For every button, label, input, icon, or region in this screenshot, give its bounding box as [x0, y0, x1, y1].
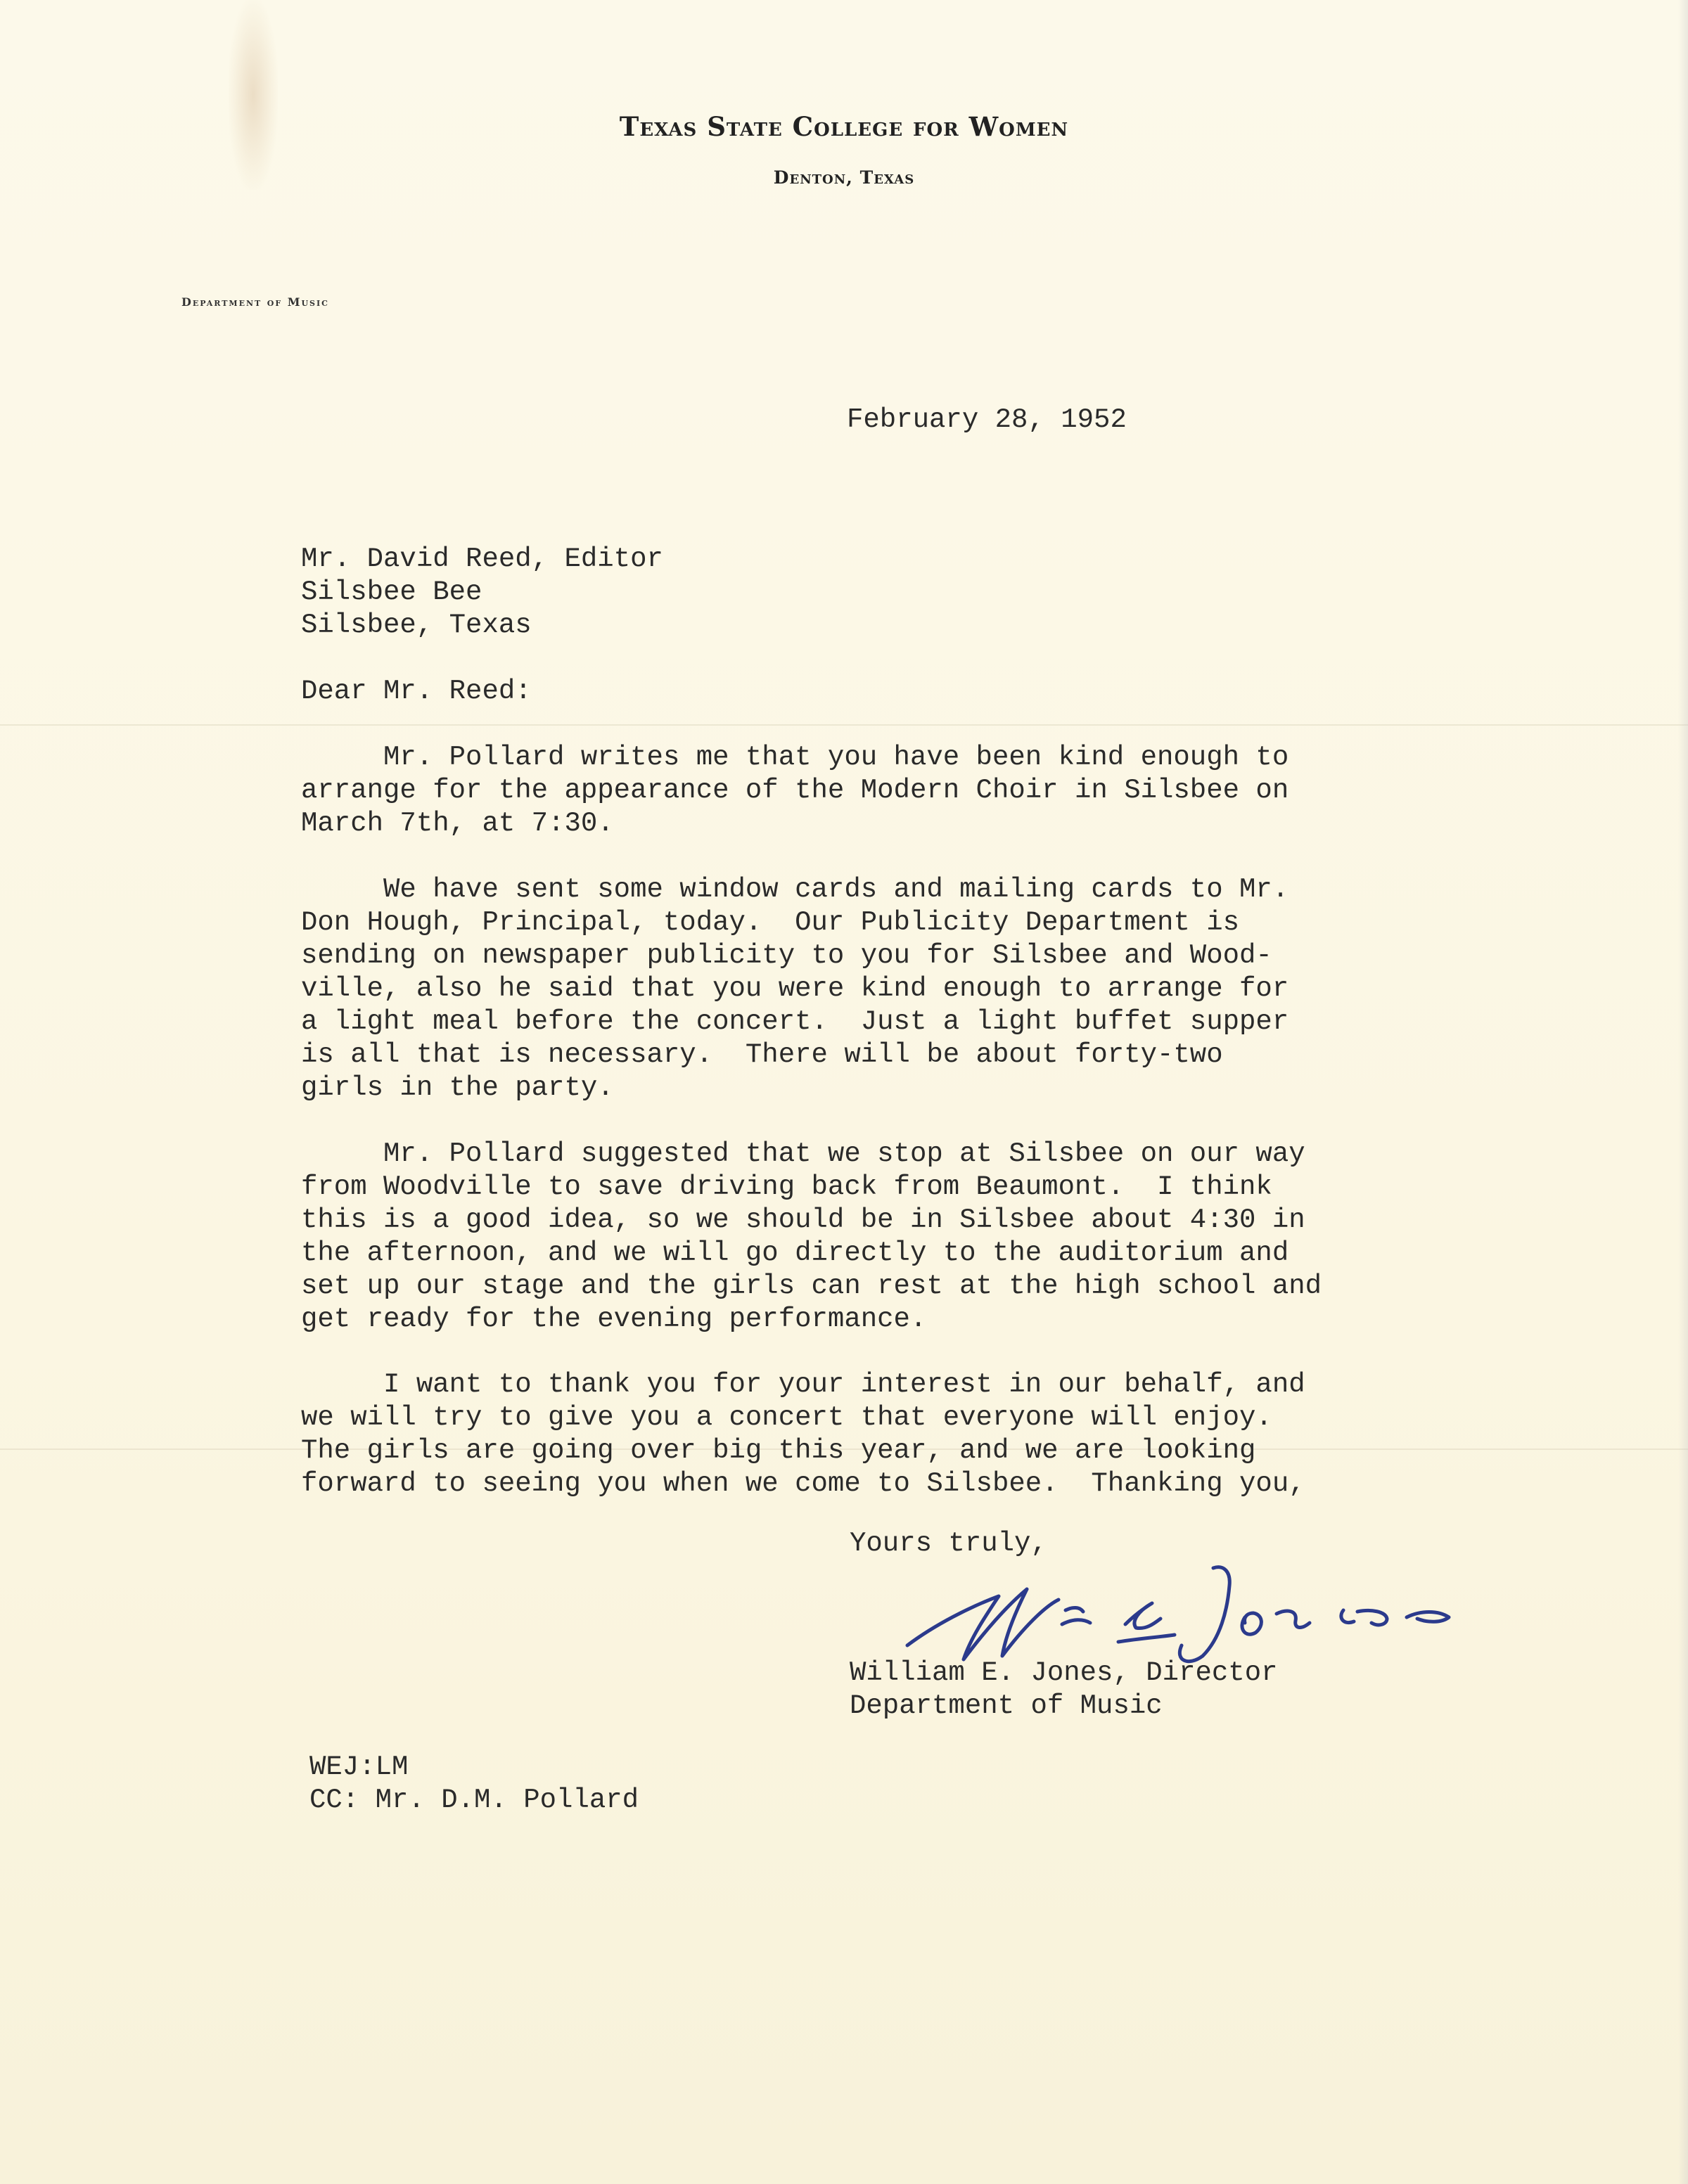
letterhead-city: Denton, Texas	[773, 167, 915, 188]
recipient-line: Mr. David Reed, Editor	[301, 544, 663, 574]
paper-stain	[229, 0, 278, 190]
body-paragraph: I want to thank you for your interest in our behalf, and we will try to give you a concert that everyone will enjoy. The girls are going over big this year, and we are looking forward to seeing you when we come to Silsbee. Thanking you,	[301, 1369, 1305, 1499]
paper-fold-line	[0, 724, 1688, 726]
reference-block	[309, 1751, 639, 1817]
body-paragraph: Mr. Pollard suggested that we stop at Silsbee on our way from Woodville to save driving back from Beaumont. I think this is a good idea, so we should be in Silsbee about 4:30 in the afternoon, and we will go directly to the auditorium and set up our stage and the girls can rest at the high school and get ready for the evening performance.	[301, 1138, 1322, 1335]
recipient-line: Silsbee, Texas	[301, 610, 532, 641]
signer-department: Department of Music	[850, 1690, 1163, 1721]
letterhead-department: Department of Music	[181, 295, 329, 309]
paper-edge-shadow	[1678, 0, 1688, 2184]
reference-initials: WEJ:LM	[309, 1752, 409, 1782]
complimentary-closing: Yours truly,	[850, 1528, 1047, 1559]
recipient-address	[301, 543, 663, 642]
body-paragraph: We have sent some window cards and mailing cards to Mr. Don Hough, Principal, today. Our Publicity Department is sending on newspaper publicity to you for Silsbee and Wood- ville, also he said that you were kind enough to arrange for a light meal before the concert. Just a light buffet supper is all that is necessary. There will be about forty-two girls in the party.	[301, 874, 1289, 1103]
signer-block	[850, 1657, 1278, 1723]
letter-date: February 28, 1952	[847, 404, 1127, 435]
signer-name-title: William E. Jones, Director	[850, 1657, 1278, 1688]
body-paragraph: Mr. Pollard writes me that you have been kind enough to arrange for the appearance of the Modern Choir in Silsbee on March 7th, at 7:30.	[301, 742, 1289, 839]
letterhead-institution: Texas State College for Women	[619, 111, 1069, 142]
carbon-copy: CC: Mr. D.M. Pollard	[309, 1785, 639, 1816]
recipient-line: Silsbee Bee	[301, 577, 482, 608]
salutation: Dear Mr. Reed:	[301, 676, 532, 707]
handwritten-signature	[893, 1540, 1477, 1674]
